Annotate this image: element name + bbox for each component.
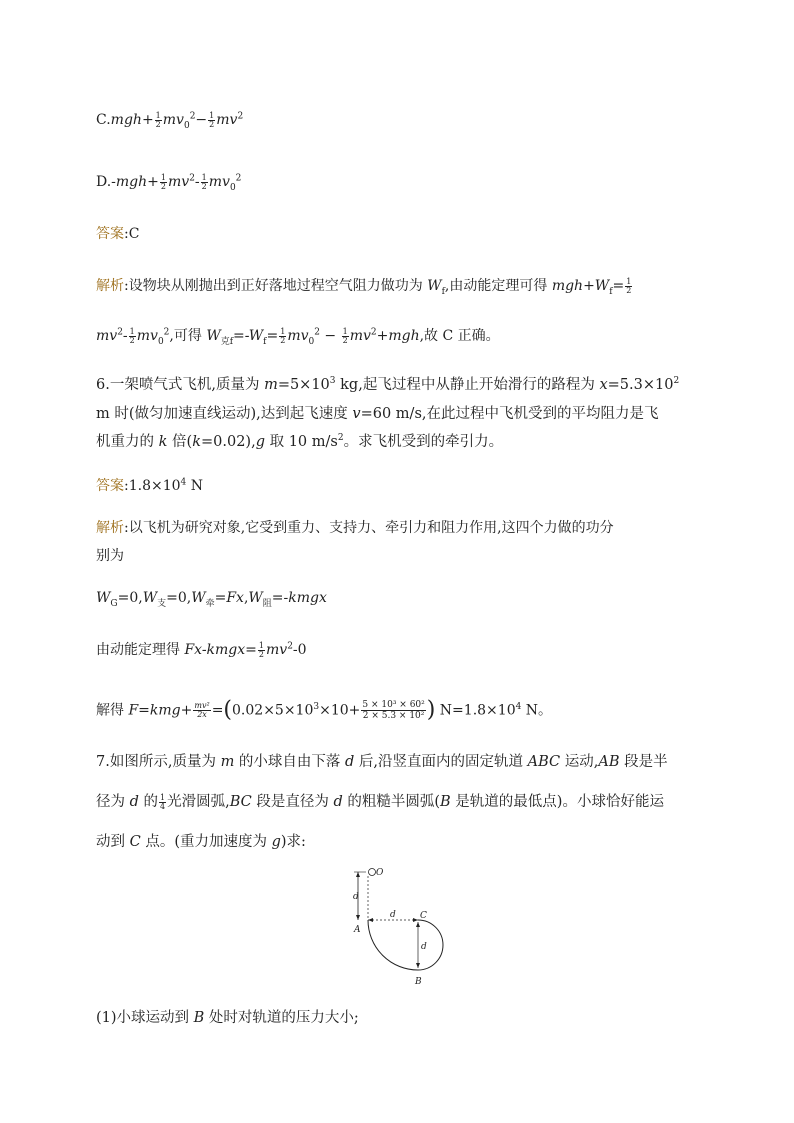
ball-circle bbox=[369, 869, 376, 876]
math-term: g bbox=[255, 434, 265, 450]
arrow-head-down bbox=[356, 915, 360, 920]
text: 取 10 m/s bbox=[264, 434, 338, 450]
math-term: =-W bbox=[233, 328, 264, 344]
math-sup: 2 bbox=[117, 327, 123, 338]
math-term: mv bbox=[216, 112, 238, 128]
math-term: g bbox=[271, 834, 281, 850]
math-sup: 2 bbox=[337, 433, 344, 444]
text: 机重力的 bbox=[96, 434, 159, 450]
text: )求: bbox=[280, 834, 306, 850]
frac-den: 2x bbox=[197, 710, 207, 719]
text: 别为 bbox=[96, 548, 124, 564]
math-sub: f bbox=[441, 286, 445, 297]
math-term: mv bbox=[208, 174, 230, 190]
math-term: d bbox=[333, 794, 343, 810]
option-letter: C. bbox=[96, 112, 111, 128]
text: =5×10 bbox=[277, 377, 330, 393]
math-sub: 0 bbox=[229, 182, 236, 193]
arc-ab bbox=[368, 920, 418, 970]
arrow-head-up-inner bbox=[416, 922, 420, 927]
frac-den: 2 bbox=[160, 181, 166, 191]
frac-num: 1 bbox=[201, 172, 207, 182]
math-term: mv bbox=[162, 112, 184, 128]
answer-6 bbox=[96, 476, 203, 496]
frac-num: 1 bbox=[129, 326, 135, 336]
track-diagram bbox=[338, 862, 468, 992]
explanation-5-line1 bbox=[96, 276, 633, 296]
math-term: Fx-kmgx bbox=[184, 642, 246, 658]
text: 点。(重力加速度为 bbox=[140, 834, 272, 850]
arrow-head-up bbox=[356, 872, 360, 877]
math-term: Fx bbox=[226, 590, 244, 606]
math-sup: 4 bbox=[515, 701, 522, 712]
frac-den: 2 bbox=[201, 181, 207, 191]
text: 动到 bbox=[96, 834, 130, 850]
math-term: m bbox=[264, 377, 278, 393]
label-o: O bbox=[376, 868, 384, 878]
explanation-label: 解析 bbox=[96, 520, 124, 536]
text: 的粗糙半圆弧( bbox=[342, 794, 441, 810]
math-sub: 0 bbox=[308, 336, 315, 347]
math-sup: 2 bbox=[370, 327, 377, 338]
text: 6.一架喷气式飞机,质量为 bbox=[96, 377, 265, 393]
math-sub: f bbox=[263, 336, 267, 347]
frac-den: 2 bbox=[258, 649, 264, 659]
arrow-head-down-inner bbox=[416, 963, 420, 968]
text: N。 bbox=[521, 702, 553, 719]
frac-num: 1 bbox=[258, 640, 264, 650]
fraction-numeric bbox=[361, 700, 425, 721]
math-op: = bbox=[612, 278, 625, 294]
math-op: + bbox=[180, 702, 193, 719]
frac-den: 2 bbox=[626, 285, 632, 295]
explanation-6-line1 bbox=[96, 518, 614, 538]
text: 是轨道的最低点)。小球恰好能运 bbox=[450, 794, 664, 810]
text: :以飞机为研究对象,它受到重力、支持力、牵引力和阻力作用,这四个力做的功分 bbox=[124, 520, 614, 536]
text: :设物块从刚抛出到正好落地过程空气阻力做功为 bbox=[124, 278, 428, 294]
math-sup: 2 bbox=[189, 111, 196, 122]
text: =60 m/s,在此过程中飞机受到的平均阻力是飞 bbox=[360, 406, 659, 422]
math-op: = bbox=[245, 642, 257, 658]
fraction-half bbox=[258, 642, 265, 659]
text: m 时(做匀加速直线运动),达到起飞速度 bbox=[96, 406, 353, 422]
text: ,故 C 正确。 bbox=[419, 328, 500, 344]
text: =0, bbox=[166, 590, 192, 606]
frac-den: 2 × 5.3 × 10² bbox=[362, 711, 425, 721]
frac-num: 1 bbox=[342, 326, 348, 336]
math-sub: f bbox=[609, 286, 613, 297]
math-term: AB bbox=[598, 754, 620, 770]
answer-value: :1.8×10 bbox=[124, 478, 181, 494]
text: ×10+ bbox=[319, 702, 361, 719]
text: 径为 bbox=[96, 794, 130, 810]
math-sup: 2 bbox=[163, 327, 170, 338]
answer-label: 答案 bbox=[96, 226, 124, 242]
label-d-inner: d bbox=[421, 942, 427, 952]
math-sup: 2 bbox=[237, 111, 244, 122]
text: = bbox=[214, 590, 227, 606]
question-7-line2 bbox=[96, 792, 664, 812]
frac-num: 1 bbox=[626, 276, 632, 286]
solution-line bbox=[96, 697, 553, 723]
fraction-half bbox=[201, 174, 208, 191]
math-term: W bbox=[427, 278, 442, 294]
text: 0.02×5×10 bbox=[232, 702, 314, 719]
fraction-quarter bbox=[159, 794, 166, 811]
text: 光滑圆弧, bbox=[167, 794, 230, 810]
math-term: W bbox=[191, 590, 206, 606]
math-term: mgh bbox=[110, 112, 142, 128]
option-c bbox=[96, 110, 243, 130]
fraction-half bbox=[208, 112, 215, 129]
fraction-half bbox=[625, 278, 632, 295]
frac-num: 1 bbox=[209, 110, 215, 120]
text: 运动, bbox=[560, 754, 599, 770]
fraction-half bbox=[155, 112, 162, 129]
question-7-line3 bbox=[96, 832, 306, 852]
frac-den: 4 bbox=[160, 801, 166, 811]
math-sup: 2 bbox=[189, 173, 195, 184]
label-c: C bbox=[420, 911, 427, 921]
frac-num: 1 bbox=[160, 792, 166, 802]
math-sub: 支 bbox=[157, 598, 167, 609]
math-term: m bbox=[220, 754, 235, 770]
text: (1)小球运动到 bbox=[96, 1010, 194, 1026]
math-sup: 4 bbox=[180, 477, 187, 488]
math-sup: 2 bbox=[673, 376, 680, 387]
text: N bbox=[186, 478, 203, 494]
label-a: A bbox=[354, 925, 361, 935]
label-b: B bbox=[415, 977, 422, 987]
text: 的 bbox=[138, 794, 159, 810]
math-op: - bbox=[194, 174, 200, 190]
right-paren: ) bbox=[426, 697, 436, 723]
frac-num: 1 bbox=[155, 110, 161, 120]
fraction-mv2-2x bbox=[193, 702, 210, 719]
frac-den: 2 bbox=[342, 335, 348, 345]
math-op: = bbox=[266, 328, 279, 344]
math-term: d bbox=[345, 754, 355, 770]
text: ,可得 bbox=[169, 328, 207, 344]
text: 后,沿竖直面内的固定轨道 bbox=[354, 754, 528, 770]
text: 解得 bbox=[96, 702, 129, 719]
option-d bbox=[96, 172, 241, 192]
fraction-half bbox=[160, 174, 167, 191]
text: =0, bbox=[117, 590, 143, 606]
math-term: +mgh bbox=[376, 328, 420, 344]
frac-num: 1 bbox=[280, 326, 286, 336]
math-term: kmgx bbox=[288, 590, 327, 606]
math-term: C bbox=[129, 834, 141, 850]
math-term: W bbox=[206, 328, 221, 344]
arrow-head-right bbox=[413, 918, 418, 922]
math-term: mgh bbox=[551, 278, 584, 294]
math-op: + bbox=[147, 174, 159, 190]
math-term: k bbox=[192, 434, 201, 450]
math-term: B bbox=[193, 1010, 205, 1026]
math-term: ABC bbox=[527, 754, 561, 770]
math-sub: 0 bbox=[157, 336, 164, 347]
text: 的小球自由下落 bbox=[234, 754, 346, 770]
sub-question-1 bbox=[96, 1008, 359, 1028]
math-term: W bbox=[142, 590, 158, 606]
kinetic-theorem-line bbox=[96, 640, 307, 660]
math-sub: 克f bbox=[220, 336, 234, 347]
math-sub: 阻 bbox=[262, 598, 272, 609]
fraction-half bbox=[129, 328, 136, 345]
math-term: mv bbox=[136, 328, 158, 344]
math-term: x bbox=[599, 377, 608, 393]
math-term: kmg bbox=[149, 702, 181, 719]
left-paren: ( bbox=[223, 697, 233, 723]
answer-label: 答案 bbox=[96, 478, 124, 494]
math-term: mv bbox=[287, 328, 309, 344]
math-term: mv bbox=[349, 328, 371, 344]
math-term: d bbox=[129, 794, 139, 810]
text: -0 bbox=[292, 642, 307, 658]
text: =5.3×10 bbox=[607, 377, 674, 393]
arrow-head-left bbox=[368, 918, 373, 922]
frac-den: 2 bbox=[155, 119, 161, 129]
text: 倍( bbox=[167, 434, 193, 450]
math-term: mv bbox=[266, 642, 288, 658]
work-equations-line bbox=[96, 588, 327, 608]
text: 由动能定理得 bbox=[96, 642, 185, 658]
frac-den: 2 bbox=[129, 335, 135, 345]
fraction-half bbox=[279, 328, 286, 345]
fraction-half bbox=[342, 328, 349, 345]
math-term: mv bbox=[96, 328, 118, 344]
frac-num: mv² bbox=[194, 701, 210, 710]
text: ,由动能定理可得 bbox=[444, 278, 552, 294]
math-op: - bbox=[122, 328, 128, 344]
text: , bbox=[243, 590, 249, 606]
math-term: v bbox=[352, 406, 361, 422]
math-term: W bbox=[248, 590, 263, 606]
math-sup: 3 bbox=[313, 701, 320, 712]
math-term: +W bbox=[583, 278, 610, 294]
math-term: mv bbox=[168, 174, 190, 190]
math-op: − bbox=[319, 328, 341, 344]
frac-den: 2 bbox=[209, 119, 215, 129]
frac-num: 1 bbox=[160, 172, 166, 182]
math-op: + bbox=[141, 112, 154, 128]
math-sup: 3 bbox=[329, 376, 336, 387]
text: 7.如图所示,质量为 bbox=[96, 754, 221, 770]
math-sub: G bbox=[110, 598, 118, 609]
text: 处时对轨道的压力大小; bbox=[204, 1010, 359, 1026]
text: 。求飞机受到的牵引力。 bbox=[343, 434, 504, 450]
text: kg,起飞过程中从静止开始滑行的路程为 bbox=[335, 377, 600, 393]
math-sub: 牵 bbox=[205, 598, 215, 609]
text: N=1.8×10 bbox=[435, 702, 516, 719]
math-sup: 2 bbox=[287, 641, 293, 652]
text: 段是直径为 bbox=[251, 794, 334, 810]
math-sup: 2 bbox=[235, 173, 242, 184]
question-6-line3 bbox=[96, 432, 503, 452]
math-term: mgh bbox=[115, 174, 148, 190]
question-7-line1 bbox=[96, 752, 668, 772]
text: =0.02), bbox=[200, 434, 256, 450]
math-sup: 2 bbox=[314, 327, 320, 338]
explanation-6-line2 bbox=[96, 546, 124, 566]
math-term: k bbox=[158, 434, 168, 450]
explanation-label: 解析 bbox=[96, 278, 124, 294]
text: 段是半 bbox=[619, 754, 668, 770]
option-letter: D.- bbox=[96, 174, 116, 190]
frac-den: 2 bbox=[280, 335, 286, 345]
math-op: − bbox=[195, 112, 208, 128]
math-term: B bbox=[440, 794, 451, 810]
math-term: W bbox=[96, 590, 111, 606]
question-6-line1 bbox=[96, 375, 679, 395]
question-6-line2 bbox=[96, 404, 659, 424]
frac-num: 5 × 10³ × 60² bbox=[362, 700, 425, 710]
track-diagram-svg bbox=[338, 862, 468, 992]
math-term: F bbox=[128, 702, 139, 719]
label-d-horizontal: d bbox=[390, 910, 396, 920]
text: =- bbox=[271, 590, 289, 606]
math-sub: 0 bbox=[183, 120, 190, 131]
math-op: = bbox=[138, 702, 150, 719]
math-term: BC bbox=[229, 794, 252, 810]
explanation-5-line2 bbox=[96, 326, 500, 346]
label-d-vertical: d bbox=[353, 892, 359, 902]
answer-value: :C bbox=[124, 226, 140, 242]
math-op: = bbox=[211, 702, 224, 719]
answer-5 bbox=[96, 224, 139, 244]
